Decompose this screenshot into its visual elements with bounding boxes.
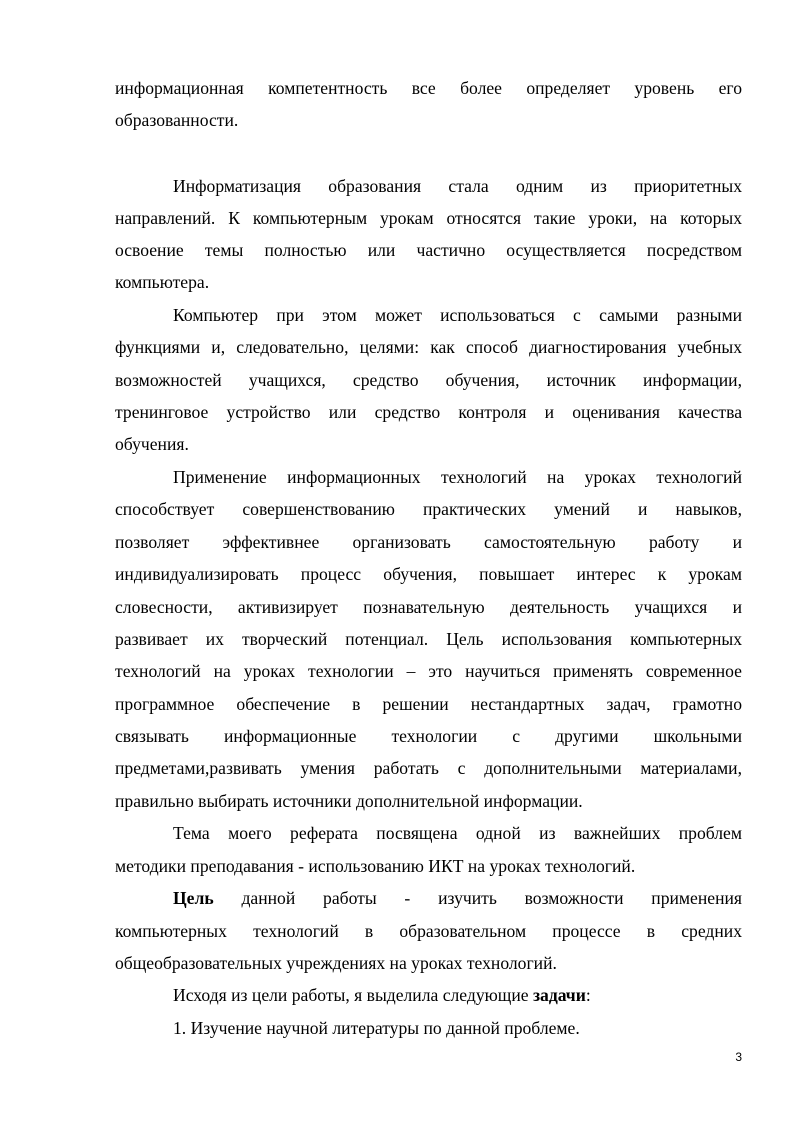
text-line: связывать информационные технологии с другими школьными — [115, 726, 742, 746]
text-line: тренинговое устройство или средство контроля и оценивания качества — [115, 402, 742, 422]
text-line: развивает их творческий потенциал. Цель использования компьютерных — [115, 629, 742, 649]
text-line: образованности. — [115, 110, 239, 130]
text-line: обучения. — [115, 434, 189, 454]
text-line: программное обеспечение в решении нестандартных задач, грамотно — [115, 694, 742, 714]
text-line: возможностей учащихся, средство обучения, источник информации, — [115, 370, 742, 390]
text-line: предметами,развивать умения работать с дополнительными материалами, — [115, 758, 742, 778]
tasks-intro-text: Исходя из цели работы, я выделила следующие — [173, 985, 529, 1005]
tasks-label: задачи — [532, 985, 586, 1005]
goal-text: данной работы - изучить возможности применения — [241, 888, 742, 908]
text-line: Информатизация образования стала одним из приоритетных — [173, 176, 742, 196]
tasks-intro-line — [173, 979, 742, 1011]
text-line: методики преподавания - использованию ИКТ на уроках технологий. — [115, 856, 636, 876]
text-line: общеобразовательных учреждениях на уроках технологий. — [115, 953, 557, 973]
list-item: 1. Изучение научной литературы по данной проблеме. — [173, 1018, 580, 1038]
goal-line — [173, 882, 742, 914]
text-line: индивидуализировать процесс обучения, повышает интерес к урокам — [115, 564, 742, 584]
text-line: позволяет эффективнее организовать самостоятельную работу и — [115, 532, 742, 552]
text-line: компьютерных технологий в образовательном процессе в средних — [115, 921, 742, 941]
text-line: функциями и, следовательно, целями: как способ диагностирования учебных — [115, 337, 742, 357]
text-line: информационная компетентность все более определяет уровень его — [115, 78, 742, 98]
text-line: словесности, активизирует познавательную деятельность учащихся и — [115, 597, 742, 617]
text-line: способствует совершенствованию практических умений и навыков, — [115, 499, 742, 519]
tasks-colon: : — [585, 985, 591, 1005]
text-line: Применение информационных технологий на уроках технологий — [173, 467, 742, 487]
text-line: правильно выбирать источники дополнительной информации. — [115, 791, 583, 811]
text-line: освоение темы полностью или частично осуществляется посредством — [115, 240, 742, 260]
text-line: направлений. К компьютерным урокам относятся такие уроки, на которых — [115, 208, 742, 228]
text-line: Компьютер при этом может использоваться с самыми разными — [173, 305, 742, 325]
text-line: технологий на уроках технологии – это научиться применять современное — [115, 661, 742, 681]
text-line: Тема моего реферата посвящена одной из важнейших проблем — [173, 823, 742, 843]
page-number: 3 — [735, 1050, 742, 1064]
text-line: компьютера. — [115, 272, 210, 292]
goal-label: Цель — [173, 888, 214, 908]
